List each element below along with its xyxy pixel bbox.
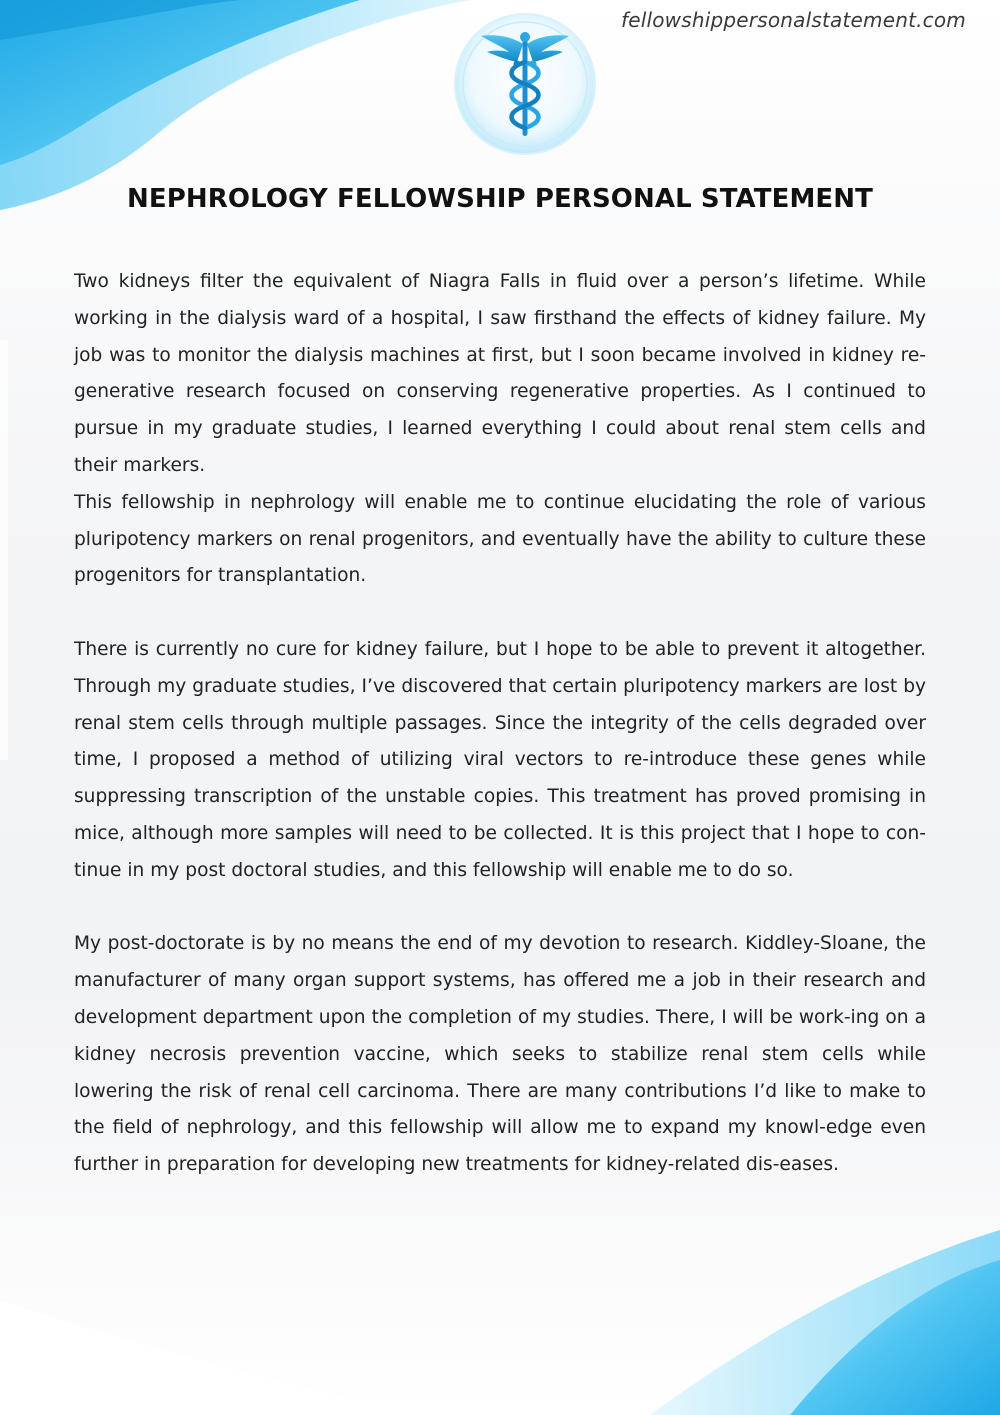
paragraph-2: This fellowship in nephrology will enable me to continue elucidating the role of various pluripotency markers on renal progenitors, and eventually have the ability to culture these progenitors for transplantation.: [74, 491, 926, 587]
page-title: NEPHROLOGY FELLOWSHIP PERSONAL STATEMENT: [127, 184, 873, 214]
paragraph-4: My post-doctorate is by no means the end of my devotion to research. Kiddley-Sloane, the manufacturer of many organ support systems, has offered me a job in their research and development department upon the completion of my studies. There, I will be work-ing on a kidney necrosis prevention vaccine, which seeks to stabilize renal stem cells while lowering the risk of renal cell carcinoma. There are many contributions I’d like to make to the field of nephrology, and this fellowship will allow me to expand my knowl-edge even further in preparation for developing new treatments for kidney-related dis-eases.: [74, 933, 926, 1176]
statement-body: [74, 264, 926, 1184]
bottom-left-wave: [0, 1300, 420, 1415]
paragraph-1: Two kidneys filter the equivalent of Niagra Falls in fluid over a person’s lifetime. While working in the dialysis ward of a hospital, I saw firsthand the effects of kidney failure. My job was to monitor the dialysis machines at first, but I soon became involved in kidney re-generative research focused on conserving regenerative properties. As I continued to pursue in my graduate studies, I learned everything I could about renal stem cells and their markers.: [74, 271, 926, 476]
paragraph-spacer: [74, 595, 926, 632]
paragraph-3: There is currently no cure for kidney failure, but I hope to be able to prevent it altogether. Through my graduate studies, I’ve discovered that certain pluripotency markers are lost by renal stem cells through multiple passages. Since the integrity of the cells degraded over time, I proposed a method of utilizing viral vectors to re-introduce these genes while suppressing transcription of the unstable copies. This treatment has proved promising in mice, although more samples will need to be collected. It is this project that I hope to con-tinue in my post doctoral studies, and this fellowship will enable me to do so.: [74, 638, 926, 881]
paragraph-spacer: [74, 890, 926, 927]
left-band: [0, 340, 8, 760]
site-url[interactable]: fellowshippersonalstatement.com: [620, 8, 966, 32]
caduceus-icon: [451, 12, 599, 160]
